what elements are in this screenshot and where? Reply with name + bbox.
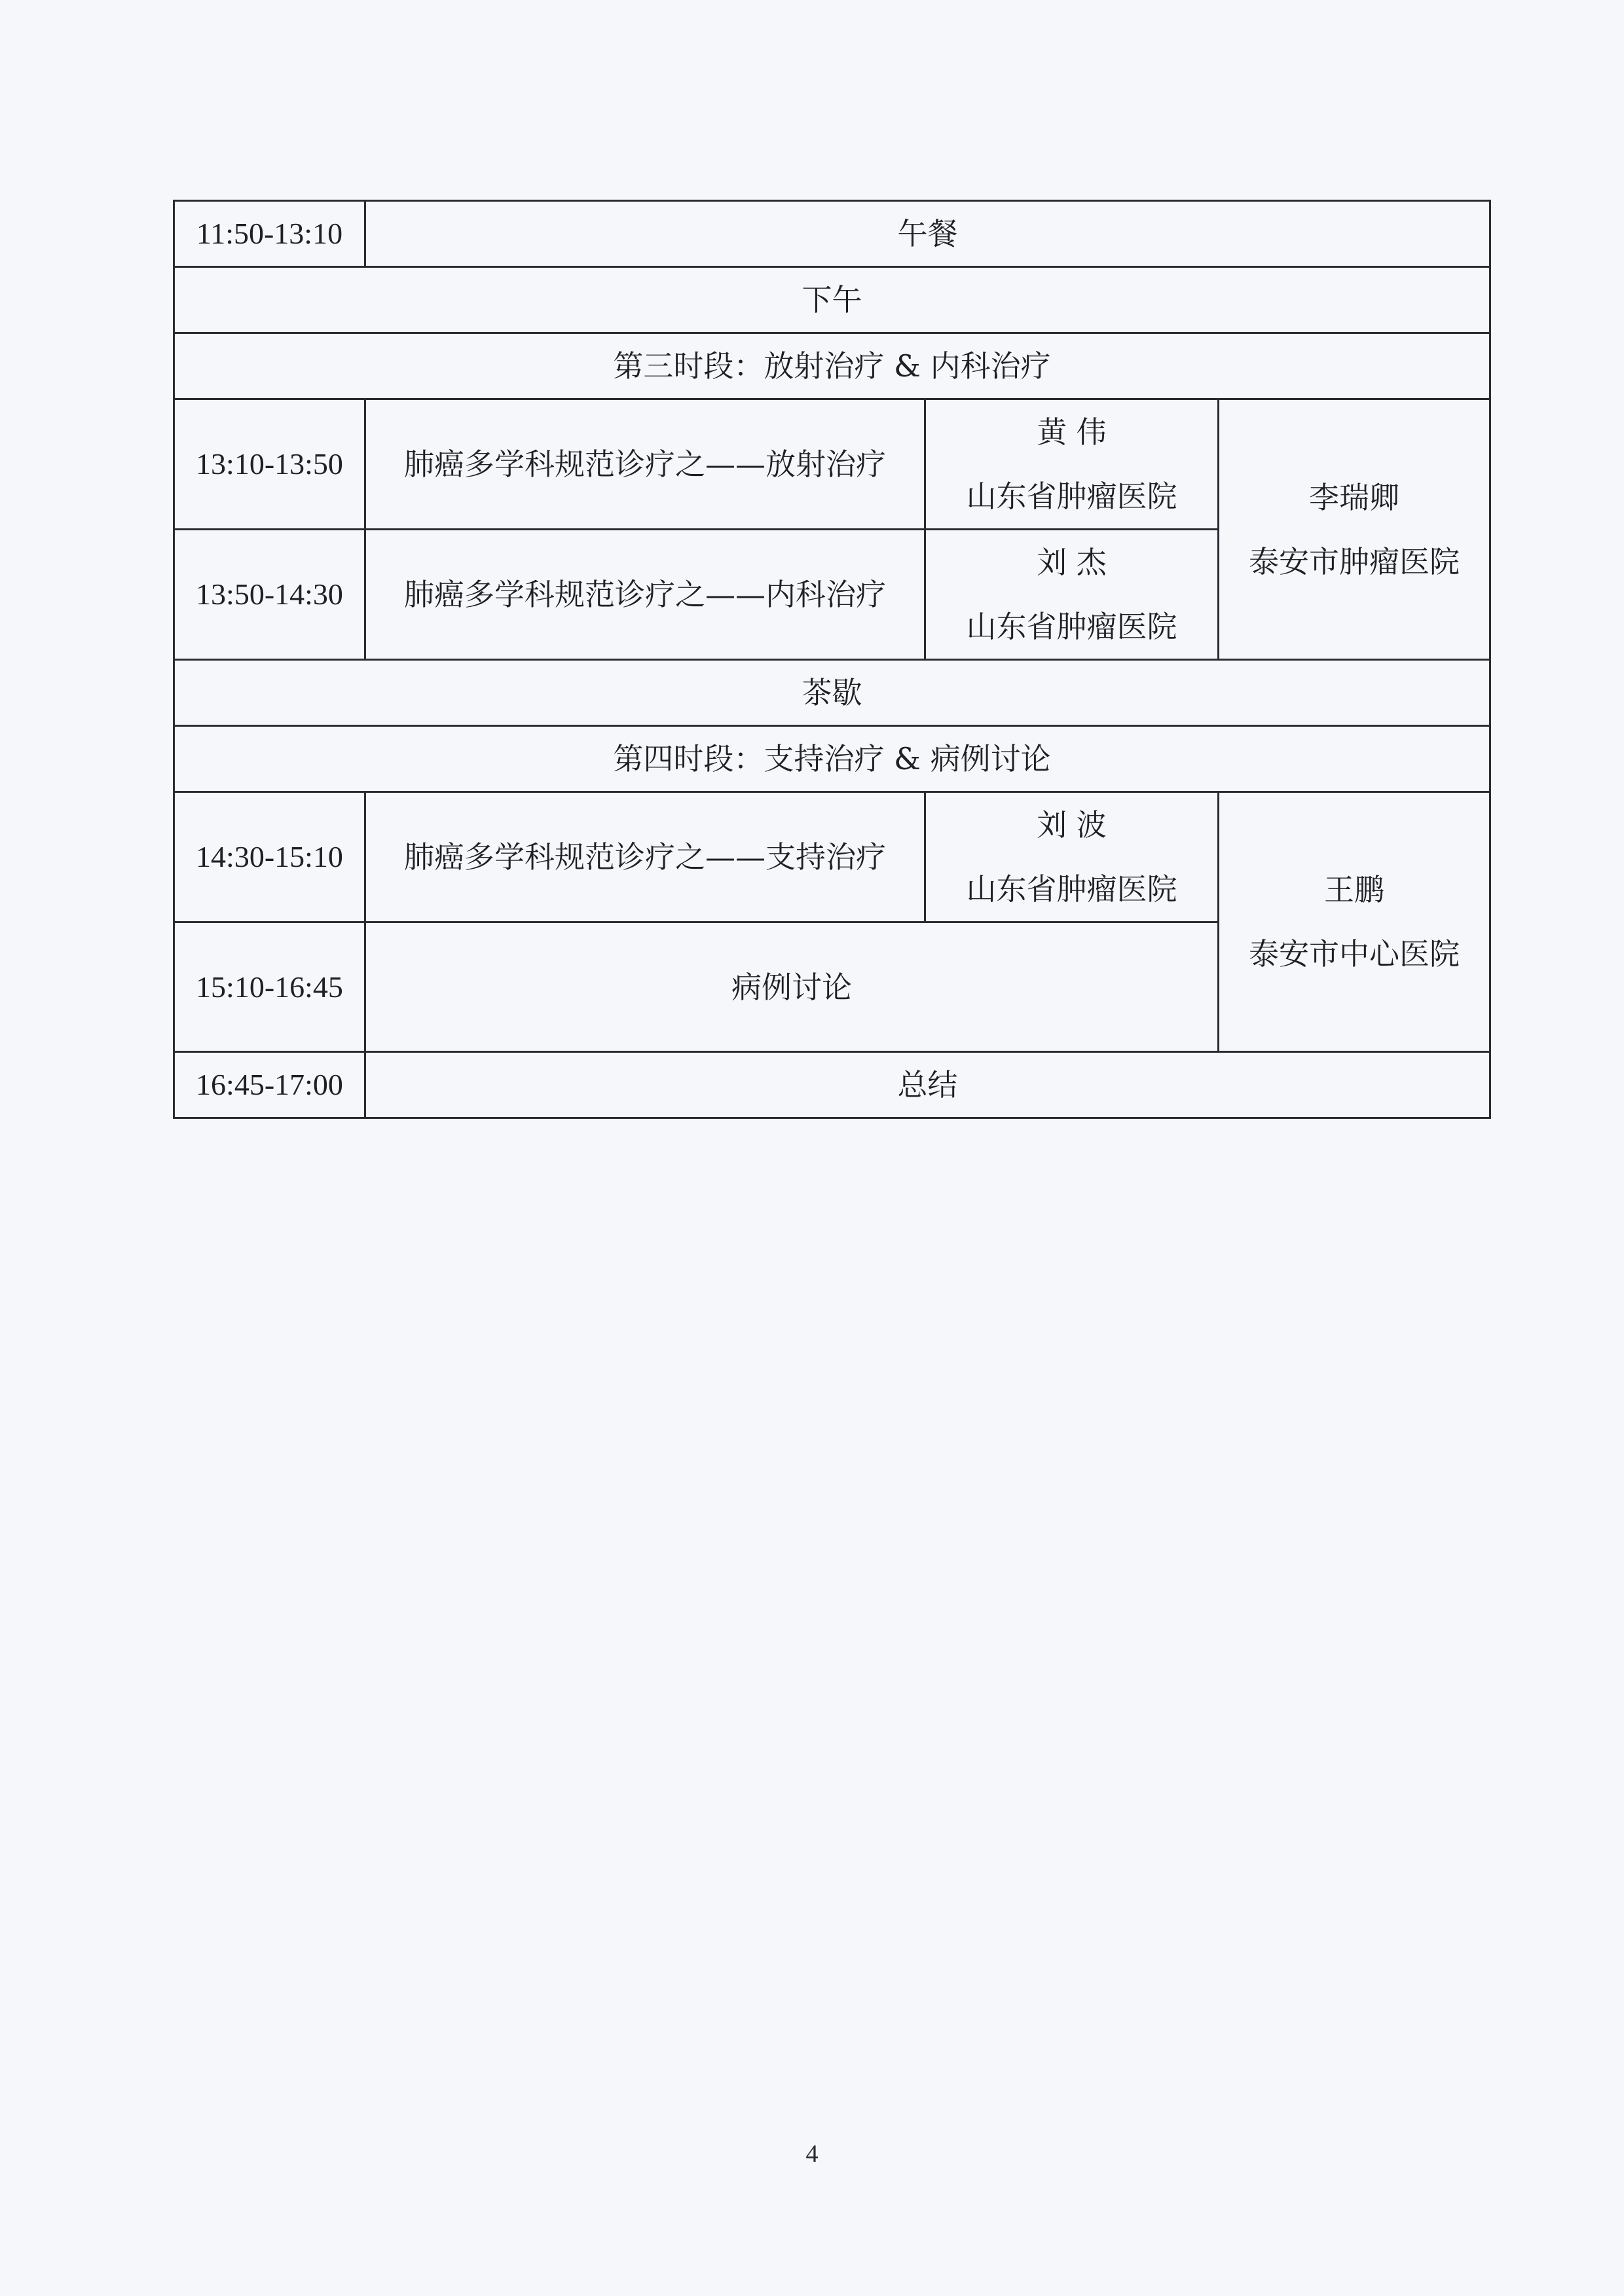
moderator-name: 王鹏 — [1324, 872, 1385, 907]
time-cell: 16:45-17:00 — [174, 1052, 365, 1118]
time-cell: 14:30-15:10 — [174, 792, 365, 922]
moderator-org: 泰安市中心医院 — [1249, 936, 1460, 972]
speaker-org: 山东省肿瘤医院 — [966, 609, 1177, 644]
lunch-label: 午餐 — [365, 201, 1490, 267]
schedule-table — [173, 200, 1491, 1119]
afternoon-header: 下午 — [174, 267, 1490, 333]
talk-topic: 病例讨论 — [365, 922, 1219, 1052]
time-cell: 15:10-16:45 — [174, 922, 365, 1052]
time-cell: 13:10-13:50 — [174, 399, 365, 530]
speaker-name: 黄 伟 — [1037, 414, 1107, 450]
moderator-cell — [1219, 399, 1490, 660]
speaker-name: 刘 波 — [1037, 807, 1107, 843]
table-row-session3-title — [174, 333, 1490, 399]
speaker-name: 刘 杰 — [1037, 545, 1107, 580]
tea-break-label: 茶歇 — [174, 660, 1490, 726]
session4-title: 第四时段：支持治疗 & 病例讨论 — [174, 726, 1490, 792]
table-row-tea-break — [174, 660, 1490, 726]
table-row-afternoon — [174, 267, 1490, 333]
table-row-lunch — [174, 201, 1490, 267]
speaker-org: 山东省肿瘤医院 — [966, 871, 1177, 907]
talk-topic: 肺癌多学科规范诊疗之——内科治疗 — [365, 530, 925, 660]
time-cell: 11:50-13:10 — [174, 201, 365, 267]
time-cell: 13:50-14:30 — [174, 530, 365, 660]
moderator-cell — [1219, 792, 1490, 1052]
table-row-talk — [174, 399, 1490, 530]
table-row-talk — [174, 792, 1490, 922]
moderator-name: 李瑞卿 — [1309, 479, 1400, 515]
session3-title: 第三时段：放射治疗 & 内科治疗 — [174, 333, 1490, 399]
talk-topic: 肺癌多学科规范诊疗之——放射治疗 — [365, 399, 925, 530]
summary-label: 总结 — [365, 1052, 1490, 1118]
speaker-cell — [925, 530, 1219, 660]
talk-topic: 肺癌多学科规范诊疗之——支持治疗 — [365, 792, 925, 922]
moderator-org: 泰安市肿瘤医院 — [1249, 543, 1460, 579]
speaker-org: 山东省肿瘤医院 — [966, 479, 1177, 514]
speaker-cell — [925, 792, 1219, 922]
speaker-cell — [925, 399, 1219, 530]
table-row-summary — [174, 1052, 1490, 1118]
table-row-session4-title — [174, 726, 1490, 792]
page-number: 4 — [805, 2140, 819, 2168]
